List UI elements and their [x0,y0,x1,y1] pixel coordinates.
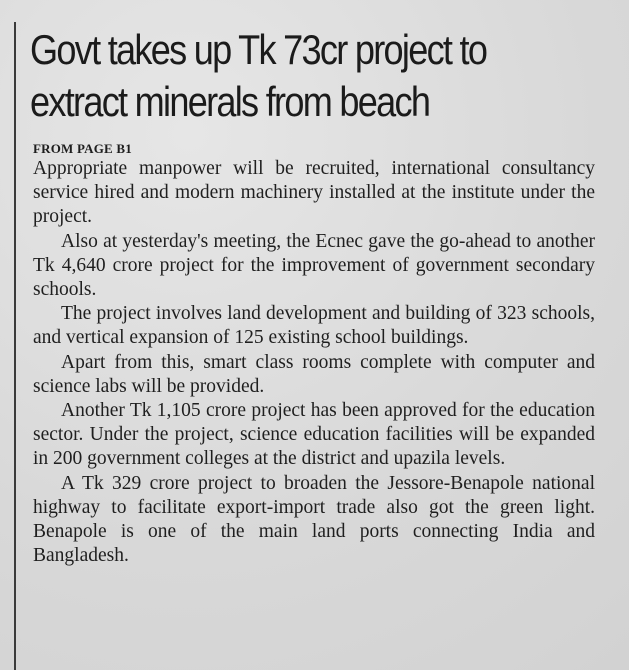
headline-line-1: Govt takes up Tk 73cr project to [30,26,487,73]
article-body [33,157,595,568]
paragraph-2: Also at yesterday's meeting, the Ecnec gave the go-ahead to another Tk 4,640 crore project for the improvement of government secondary schools. [33,230,595,301]
paragraph-6: A Tk 329 crore project to broaden the Jessore-Benapole national highway to facilitate export-import trade also got the green light. Benapole is one of the main land ports connecting India and Bangladesh. [33,472,595,567]
paragraph-4: Apart from this, smart class rooms complete with computer and science labs will be provided. [33,351,595,397]
paragraph-3: The project involves land development and building of 323 schools, and vertical expansion of 125 existing school buildings. [33,303,595,349]
headline-line-2: extract minerals from beach [30,78,430,125]
column-rule [14,22,16,670]
headline [30,24,537,128]
jump-label: FROM PAGE B1 [33,141,132,156]
paragraph-1: Appropriate manpower will be recruited, international consultancy service hired and modern machinery installed at the institute under the project. [33,158,595,228]
paragraph-5: Another Tk 1,105 crore project has been approved for the education sector. Under the project, science education facilities will be expanded in 200 government colleges at the district and upazila levels. [33,400,595,470]
